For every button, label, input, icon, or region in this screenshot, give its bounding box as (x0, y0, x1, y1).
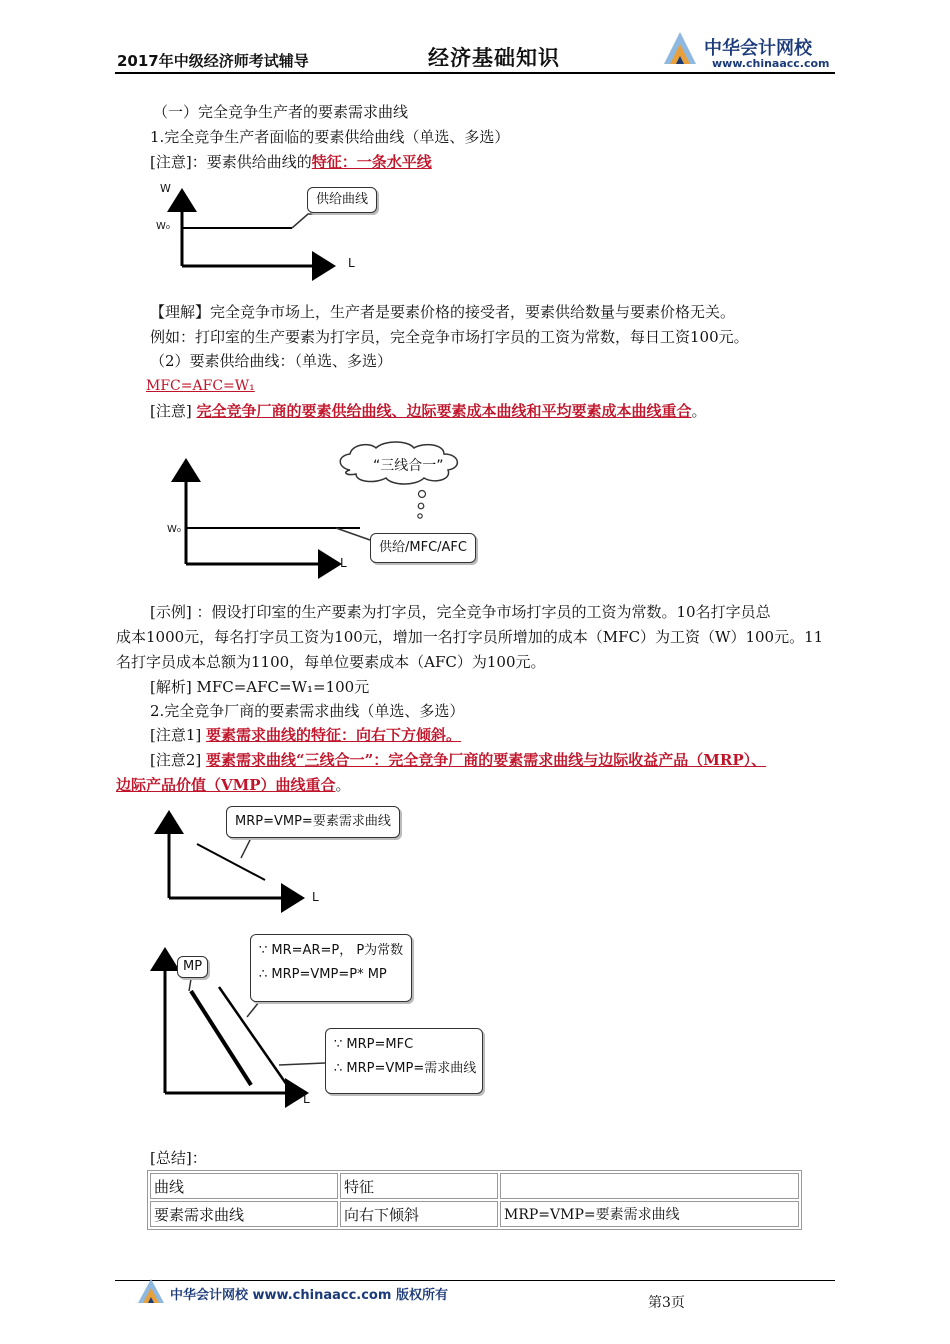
example-para-line2: 成本1000元，每名打字员工资为100元，增加一名打字员所增加的成本（MFC）为工资（W）100元。11 (116, 628, 824, 646)
table-cell: 要素需求曲线 (150, 1201, 338, 1227)
formula-mfc: MFC=AFC=W₁ (146, 378, 255, 394)
mrp-reason-line1: ∵ MR=AR=P， P为常数 (259, 943, 404, 958)
note-demand-three-lines (150, 750, 766, 770)
chart1-y-label: W (160, 182, 171, 195)
subheading-1: 1.完全竞争生产者面临的要素供给曲线（单选、多选） (150, 128, 510, 146)
demand-curve-callout: MRP=VMP=要素需求曲线 (226, 806, 400, 838)
table-row (150, 1201, 799, 1227)
page-number: 第3页 (648, 1295, 685, 1311)
note-label: [注意1] (150, 726, 202, 744)
table-cell (500, 1173, 799, 1199)
table-cell: MRP=VMP=要素需求曲线 (500, 1201, 799, 1227)
mp-line (191, 991, 251, 1085)
mrp-reason-callout (250, 934, 412, 1002)
subheading-3: 2.完全竞争厂商的要素需求曲线（单选、多选） (150, 702, 465, 720)
note-period: 。 (335, 776, 351, 794)
logo-url[interactable]: www.chinaacc.com (712, 57, 830, 70)
three-curves-callout: 供给/MFC/AFC (370, 533, 476, 563)
demand-reason-line1: ∵ MRP=MFC (334, 1037, 414, 1052)
example-text: 例如：打印室的生产要素为打字员，完全竞争市场打字员的工资为常数，每日工资100元。 (150, 328, 749, 346)
mrp-reason-line2: ∴ MRP=VMP=P* MP (259, 967, 387, 982)
note-highlight: 特征：一条水平线 (311, 153, 432, 171)
table-cell: 向右下倾斜 (340, 1201, 498, 1227)
analysis-text: [解析] MFC=AFC=W₁=100元 (150, 678, 370, 696)
demand-reason-callout (325, 1028, 483, 1094)
note-highlight: 完全竞争厂商的要素供给曲线、边际要素成本曲线和平均要素成本曲线重合 (196, 402, 692, 420)
note-label: [注意2] (150, 751, 202, 769)
supply-curve-callout: 供给曲线 (307, 187, 377, 213)
logo-name: 中华会计网校 (704, 38, 812, 59)
note-highlight: 要素需求曲线“三线合一”：完全竞争厂商的要素需求曲线与边际收益产品（MRP）、 (206, 751, 767, 769)
table-cell: 特征 (340, 1173, 498, 1199)
footer-copyright: 中华会计网校 www.chinaacc.com 版权所有 (170, 1288, 448, 1303)
logo-icon (660, 30, 700, 66)
chart3-x-label: L (312, 890, 319, 904)
understanding-text: 【理解】完全竞争市场上，生产者是要素价格的接受者，要素供给数量与要素价格无关。 (150, 303, 736, 321)
note-supply-feature (150, 152, 432, 172)
chart2-x-label: L (340, 556, 347, 570)
cloud-label: “三线合一” (373, 458, 444, 474)
note-highlight: 要素需求曲线的特征：向右下方倾斜。 (206, 726, 462, 744)
example-para-line3: 名打字员成本总额为1100，每单位要素成本（AFC）为100元。 (116, 653, 546, 671)
section-heading: （一）完全竞争生产者的要素需求曲线 (153, 103, 409, 121)
header-subject-title: 经济基础知识 (428, 46, 560, 70)
example-para-line1: [示例] ：假设打印室的生产要素为打字员，完全竞争市场打字员的工资为常数。10名打字员总 (150, 603, 771, 621)
note-period: 。 (691, 402, 707, 420)
summary-title: [总结]： (150, 1149, 207, 1167)
mp-callout: MP (177, 956, 208, 978)
table-row (150, 1173, 799, 1199)
note-three-curves (150, 401, 707, 421)
demand-line (197, 844, 265, 880)
chart1-w-label: W₀ (156, 221, 170, 232)
table-cell: 曲线 (150, 1173, 338, 1199)
footer-logo-icon (136, 1278, 166, 1304)
demand-reason-line2: ∴ MRP=VMP=需求曲线 (334, 1061, 477, 1076)
note-demand-feature (150, 725, 461, 745)
chart1-x-label: L (348, 256, 355, 270)
note-demand-three-lines-cont (116, 775, 351, 795)
note-label: [注意]：要素供给曲线的 (150, 153, 312, 171)
note-label: [注意] (150, 402, 192, 420)
chart4-x-label: L (303, 1092, 310, 1106)
summary-table (147, 1170, 802, 1230)
subheading-2: （2）要素供给曲线：（单选、多选） (150, 352, 393, 370)
header-divider (115, 72, 835, 74)
note-highlight: 边际产品价值（VMP）曲线重合 (116, 776, 336, 794)
header-course-title: 2017年中级经济师考试辅导 (117, 52, 309, 70)
chart2-w-label: W₀ (167, 524, 181, 535)
footer-divider (115, 1280, 835, 1281)
